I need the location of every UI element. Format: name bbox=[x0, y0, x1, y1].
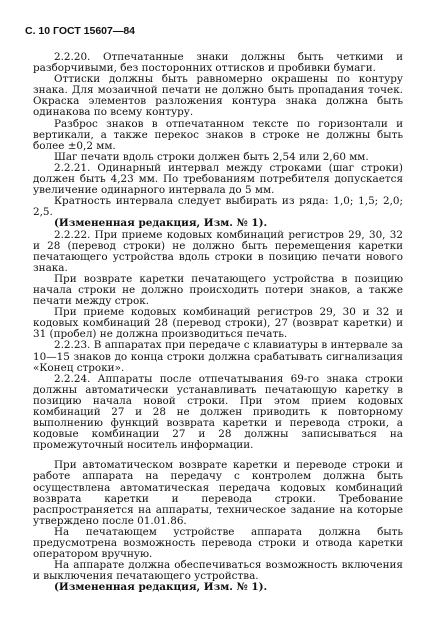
revision-note: (Измененная редакция, Изм. № 1). bbox=[54, 217, 268, 230]
paragraph-code-combinations: При приеме кодовых комбинаций регистров 29, 30 и 32 и кодовых комбинаций 28 (перевод строки), 27 (возврат каретки) и 31 (пробел) не должна производиться печать. bbox=[33, 306, 403, 341]
document-body bbox=[33, 52, 403, 594]
paragraph-2-2-20: 2.2.20. Отпечатанные знаки должны быть четкими и разборчивыми, без посторонних оттисков и пробивки бумаги. bbox=[33, 51, 403, 75]
paragraph-auto-return: При автоматическом возврате каретки и переводе строки и работе аппарата на передачу с контролем должна быть осуществлена автоматическая передача кодовых комбинаций возврата каретки и перевода строки. Требование распространяется на аппараты, техническое задание на которые утверждено после 01.01.86. bbox=[33, 459, 403, 527]
page-header: С. 10 ГОСТ 15607—84 bbox=[25, 25, 136, 37]
paragraph-2-2-21: 2.2.21. Одинарный интервал между строками (шаг строки) должен быть 4,23 мм. По требованиям потребителя допускается увеличение одинарного интервала до 5 мм. bbox=[33, 161, 403, 197]
paragraph-printer-switch: На аппарате должна обеспечиваться возможность включения и выключения печатающего устройства. bbox=[33, 559, 403, 583]
paragraph-2-2-24: 2.2.24. Аппараты после отпечатывания 69-го знака строки должны автоматически устанавливать печатающую каретку в позицию начала новой строки. При этом прием кодовых комбинаций 27 и 28 не должен приводить к повторному выполнению функций возврата каретки и перевода строки, а кодовые комбинации 27 и 28 должны записываться на промежуточный носитель информации. bbox=[33, 372, 403, 452]
paragraph-print-pitch: Шаг печати вдоль строки должен быть 2,54 или 2,60 мм. bbox=[54, 150, 369, 163]
paragraph-2-2-22: 2.2.22. При приеме кодовых комбинаций регистров 29, 30, 32 и 28 (перевод строки) не должно быть перемещения каретки печатающего устройства вдоль строки в позицию печати нового знака. bbox=[33, 228, 403, 274]
revision-note: (Измененная редакция, Изм. № 1). bbox=[54, 581, 268, 594]
paragraph-ink-coverage: Оттиски должны быть равномерно окрашены по контуру знака. Для мозаичной печати не должно быть пропадания точек. Окраска элементов разложения контура знака должна быть одинакова по всему контуру. bbox=[33, 73, 403, 119]
paragraph-2-2-23: 2.2.23. В аппаратах при передаче с клавиатуры в интервале за 10—15 знаков до конца строки должна срабатывать сигнализация «Конец строки». bbox=[33, 339, 403, 374]
paragraph-character-spread: Разброс знаков в отпечатанном тексте по горизонтали и вертикали, а также перекос знаков в строке не должны быть более ±0,2 мм. bbox=[33, 117, 403, 152]
paragraph-manual-feed: На печатающем устройстве аппарата должна быть предусмотрена возможность перевода строки и отвода каретки оператором вручную. bbox=[33, 525, 403, 561]
paragraph-interval-multiplicity: Кратность интервала следует выбирать из ряда: 1,0; 1,5; 2,0; 2,5. bbox=[33, 195, 403, 219]
paragraph-carriage-return: При возврате каретки печатающего устройства в позицию начала строки не должно происходить потери знаков, а также печати между строк. bbox=[33, 272, 403, 308]
